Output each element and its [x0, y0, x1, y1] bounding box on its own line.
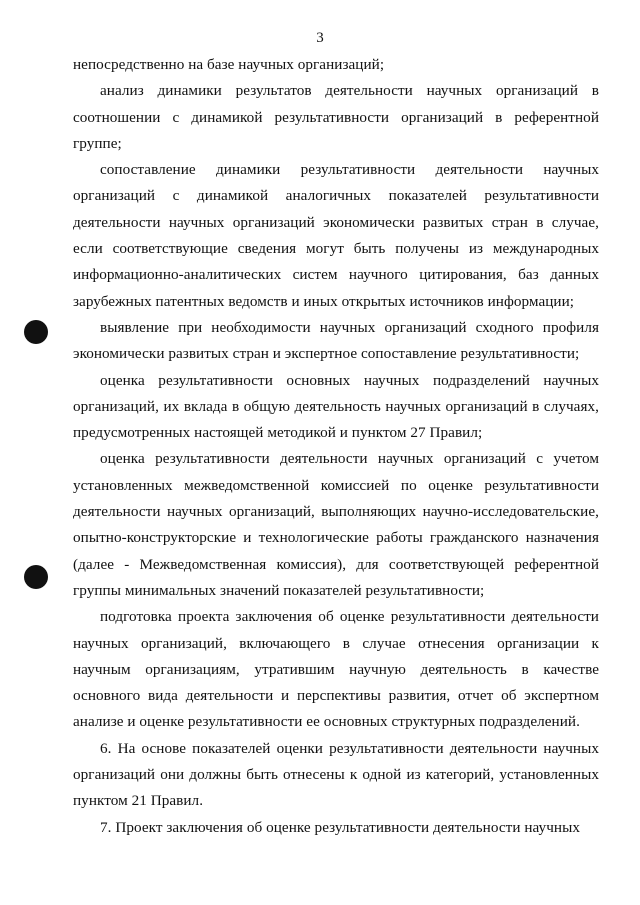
document-body [73, 52, 599, 841]
paragraph: оценка результативности деятельности научных организаций с учетом установленных межведомственной комиссией по оценке результативности деятельности научных организаций, выполняющих научно-исследовательские, опытно-конструкторские и технологические работы гражданского назначения (далее - Межведомственная комиссия), для соответствующей референтной группы минимальных значений показателей результативности; [73, 450, 599, 599]
paragraph-item-7: 7. Проект заключения об оценке результативности деятельности научных [100, 818, 580, 836]
paragraph: оценка результативности основных научных подразделений научных организаций, их вклада в общую деятельность научных организаций в случаях, предусмотренных настоящей методикой и пунктом 27 Правил; [73, 371, 599, 442]
paragraph: сопоставление динамики результативности деятельности научных организаций с динамикой аналогичных показателей результативности деятельности научных организаций экономически развитых стран в случае, если соответствующие сведения могут быть получены из международных информационно-аналитических систем научного цитирования, баз данных зарубежных патентных ведомств и иных открытых источников информации; [73, 161, 599, 310]
paragraph: выявление при необходимости научных организаций сходного профиля экономически развитых стран и экспертное сопоставление результативности; [73, 318, 599, 363]
punch-hole-mark [24, 565, 48, 589]
paragraph: анализ динамики результатов деятельности научных организаций в соотношении с динамикой результативности организаций в референтной группе; [73, 82, 599, 152]
punch-hole-mark [24, 320, 48, 344]
paragraph: подготовка проекта заключения об оценке результативности деятельности научных организаций, включающего в случае отнесения организации к научным организациям, утратившим научную деятельность в качестве основного вида деятельности и перспективы развития, отчет об экспертном анализе и оценке результативности ее основных структурных подразделений. [73, 608, 599, 731]
paragraph-item-6: 6. На основе показателей оценки результативности деятельности научных организаций они должны быть отнесены к одной из категорий, установленных пунктом 21 Правил. [73, 739, 599, 810]
page-number: 3 [316, 30, 324, 46]
paragraph: непосредственно на базе научных организаций; [73, 56, 385, 73]
